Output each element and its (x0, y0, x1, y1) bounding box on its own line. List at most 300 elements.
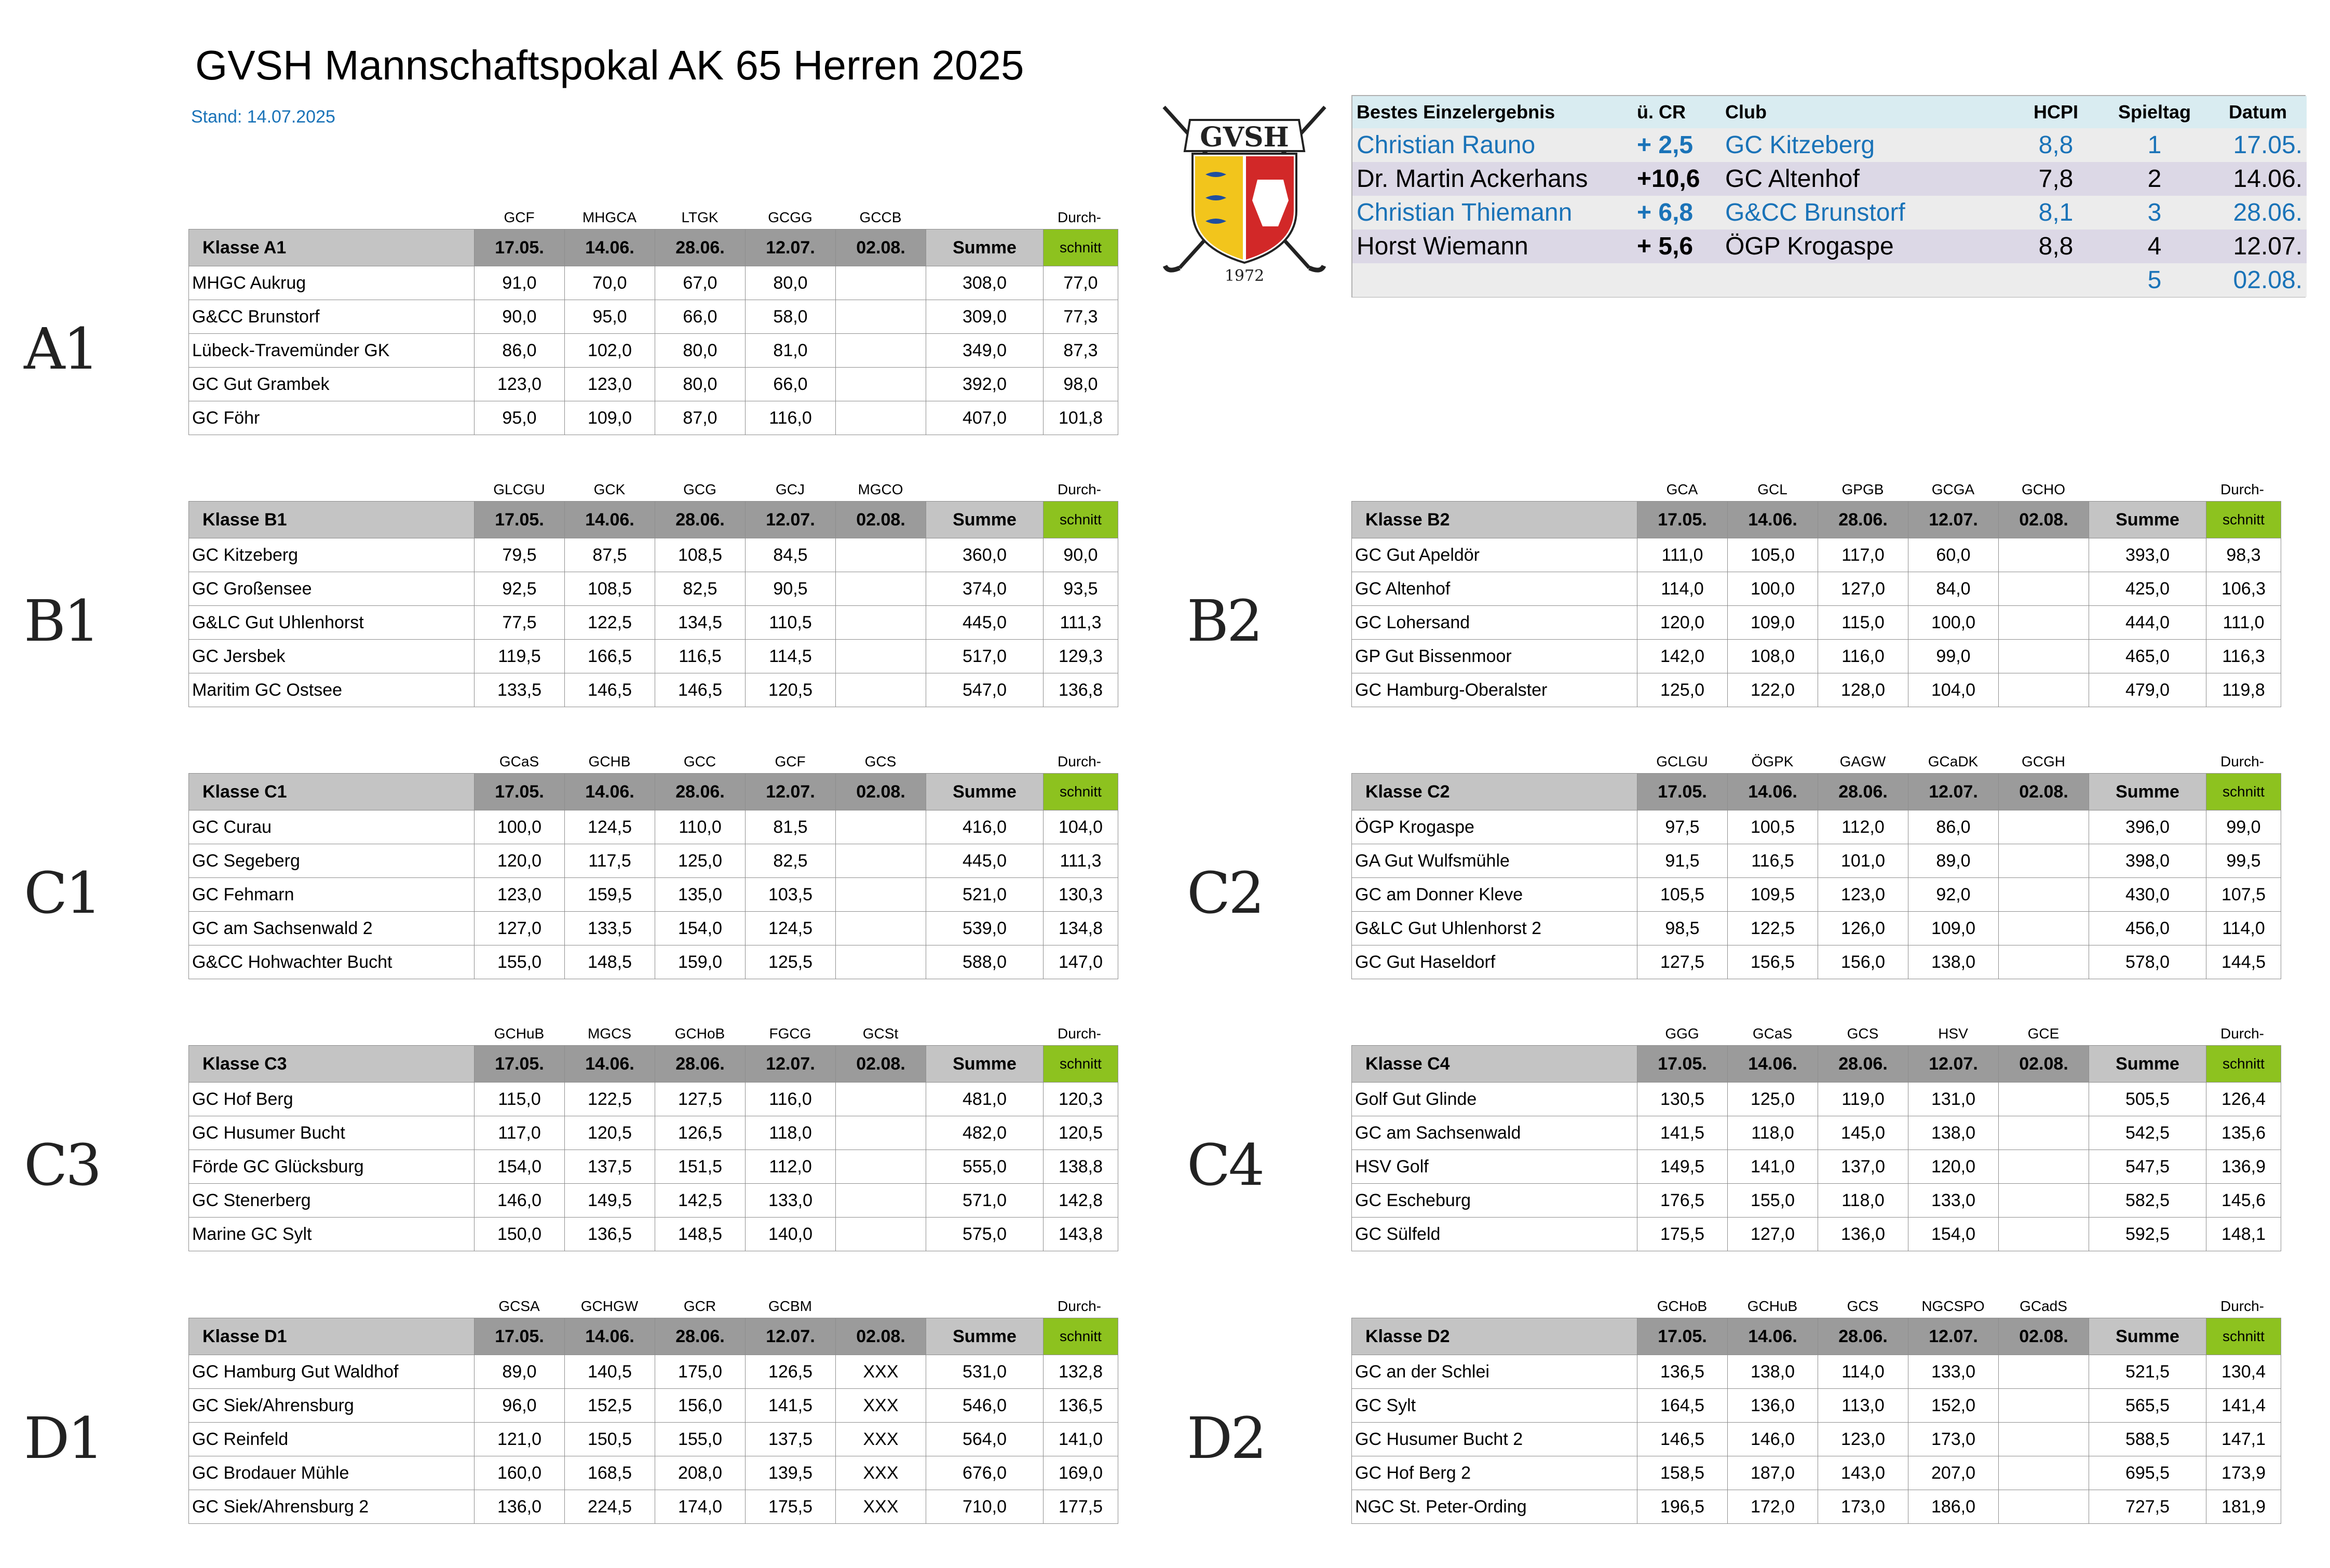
date-header: 17.05. (475, 502, 565, 538)
date-header: 28.06. (655, 502, 746, 538)
score-3: 108,5 (655, 538, 746, 572)
score-2: 123,0 (565, 368, 655, 401)
club-abbr: GCHuB (1747, 1298, 1798, 1314)
player-spieltag: 1 (2100, 128, 2209, 162)
player-datum: 28.06. (2209, 196, 2307, 229)
score-2: 224,5 (565, 1490, 655, 1524)
summe-value: 676,0 (926, 1456, 1044, 1490)
table-row (1352, 912, 2281, 945)
table-row (189, 878, 1118, 912)
score-4: 81,0 (746, 334, 836, 368)
best-header-datum: Datum (2209, 96, 2307, 128)
date-header: 17.05. (475, 1046, 565, 1083)
date-header: 14.06. (1728, 774, 1818, 810)
score-4: 186,0 (1908, 1490, 1999, 1524)
durchschnitt-value: 87,3 (1044, 334, 1118, 368)
section-letter-c4: C4 (1187, 1132, 1263, 1198)
score-5 (1999, 1184, 2089, 1218)
summe-value: 531,0 (926, 1355, 1044, 1389)
section-letter-b2: B2 (1187, 588, 1261, 654)
player-hcpi (2012, 263, 2100, 297)
summe-header: Summe (2089, 774, 2206, 810)
table-row (189, 368, 1118, 401)
player-club (1721, 263, 2012, 297)
summe-value: 309,0 (926, 300, 1044, 334)
date-header: 12.07. (1908, 774, 1999, 810)
table-row (189, 1355, 1118, 1389)
durchschnitt-label-top: Durch- (1057, 1298, 1101, 1314)
score-2: 141,0 (1728, 1150, 1818, 1184)
durchschnitt-value: 145,6 (2206, 1184, 2281, 1218)
durchschnitt-value: 99,0 (2206, 810, 2281, 844)
summe-header: Summe (926, 229, 1044, 266)
best-row (1352, 263, 2307, 297)
summe-value: 578,0 (2089, 945, 2206, 979)
club-name: GC Sülfeld (1352, 1218, 1637, 1251)
score-1: 158,5 (1637, 1456, 1728, 1490)
summe-value: 564,0 (926, 1423, 1044, 1456)
club-abbr: GCS (864, 753, 897, 769)
score-2: 150,5 (565, 1423, 655, 1456)
score-5 (836, 912, 926, 945)
summe-header: Summe (2089, 1318, 2206, 1355)
score-3: 101,0 (1818, 844, 1908, 878)
summe-value: 430,0 (2089, 878, 2206, 912)
durchschnitt-header: schnitt (1044, 774, 1118, 810)
durchschnitt-value: 106,3 (2206, 572, 2281, 606)
score-2: 100,0 (1728, 572, 1818, 606)
score-1: 142,0 (1637, 640, 1728, 673)
durchschnitt-value: 93,5 (1044, 572, 1118, 606)
score-2: 120,5 (565, 1116, 655, 1150)
score-4: 84,0 (1908, 572, 1999, 606)
table-row (1352, 1423, 2281, 1456)
club-abbr: GCR (683, 1298, 716, 1314)
score-4: 89,0 (1908, 844, 1999, 878)
klasse-c1-table (188, 742, 1118, 979)
player-hcpi: 7,8 (2012, 162, 2100, 196)
klasse-name: Klasse D2 (1352, 1318, 1637, 1355)
player-hcpi: 8,1 (2012, 196, 2100, 229)
durchschnitt-value: 107,5 (2206, 878, 2281, 912)
score-1: 117,0 (475, 1116, 565, 1150)
date-header: 02.08. (1999, 502, 2089, 538)
club-abbr: GCA (1666, 481, 1698, 497)
summe-value: 592,5 (2089, 1218, 2206, 1251)
club-name: GC Jersbek (189, 640, 475, 673)
date-header: 17.05. (1637, 774, 1728, 810)
score-4: 152,0 (1908, 1389, 1999, 1423)
score-4: 173,0 (1908, 1423, 1999, 1456)
score-5 (836, 640, 926, 673)
club-name: G&LC Gut Uhlenhorst (189, 606, 475, 640)
summe-header: Summe (926, 774, 1044, 810)
score-5 (836, 1083, 926, 1116)
score-3: 125,0 (655, 844, 746, 878)
score-2: 87,5 (565, 538, 655, 572)
score-3: 173,0 (1818, 1490, 1908, 1524)
score-2: 133,5 (565, 912, 655, 945)
score-5 (1999, 912, 2089, 945)
summe-value: 398,0 (2089, 844, 2206, 878)
score-5 (1999, 844, 2089, 878)
club-abbr: GCGH (2022, 753, 2065, 769)
score-5 (836, 844, 926, 878)
date-header: 02.08. (836, 774, 926, 810)
score-1: 123,0 (475, 878, 565, 912)
score-3: 174,0 (655, 1490, 746, 1524)
club-abbr: HSV (1938, 1025, 1968, 1042)
score-4: 112,0 (746, 1150, 836, 1184)
summe-value: 588,5 (2089, 1423, 2206, 1456)
klasse-name: Klasse C1 (189, 774, 475, 810)
date-header: 14.06. (1728, 502, 1818, 538)
summe-header: Summe (926, 1046, 1044, 1083)
score-1: 77,5 (475, 606, 565, 640)
club-name: Golf Gut Glinde (1352, 1083, 1637, 1116)
score-5 (836, 334, 926, 368)
score-1: 123,0 (475, 368, 565, 401)
summe-value: 308,0 (926, 266, 1044, 300)
durchschnitt-label-top: Durch- (2220, 481, 2264, 497)
table-row (189, 1389, 1118, 1423)
club-abbr: GCSt (862, 1025, 899, 1042)
score-1: 92,5 (475, 572, 565, 606)
summe-header: Summe (2089, 1046, 2206, 1083)
durchschnitt-value: 136,8 (1044, 673, 1118, 707)
club-name: GC Gut Apeldör (1352, 538, 1637, 572)
durchschnitt-value: 143,8 (1044, 1218, 1118, 1251)
summe-value: 445,0 (926, 844, 1044, 878)
score-4: 139,5 (746, 1456, 836, 1490)
score-4: 114,5 (746, 640, 836, 673)
score-1: 154,0 (475, 1150, 565, 1184)
club-abbr: FGCG (769, 1025, 811, 1042)
best-row (1352, 229, 2307, 263)
club-abbr: MHGCA (582, 209, 637, 225)
club-abbr: GCHO (2022, 481, 2065, 497)
club-name: GC Husumer Bucht 2 (1352, 1423, 1637, 1456)
club-abbreviations (1351, 742, 2281, 773)
date-header: 14.06. (565, 774, 655, 810)
score-5 (836, 673, 926, 707)
score-3: 116,5 (655, 640, 746, 673)
score-2: 187,0 (1728, 1456, 1818, 1490)
durchschnitt-value: 104,0 (1044, 810, 1118, 844)
club-abbr: GCE (2027, 1025, 2060, 1042)
score-1: 175,5 (1637, 1218, 1728, 1251)
date-header: 14.06. (1728, 1318, 1818, 1355)
score-2: 159,5 (565, 878, 655, 912)
score-1: 125,0 (1637, 673, 1728, 707)
table-row (1352, 945, 2281, 979)
summe-value: 517,0 (926, 640, 1044, 673)
player-spieltag: 4 (2100, 229, 2209, 263)
club-abbreviations (1351, 470, 2281, 501)
best-row (1352, 128, 2307, 162)
summe-header: Summe (926, 1318, 1044, 1355)
score-3: 87,0 (655, 401, 746, 435)
score-2: 100,5 (1728, 810, 1818, 844)
score-1: 115,0 (475, 1083, 565, 1116)
gvsh-logo (1154, 97, 1335, 283)
club-name: GC Föhr (189, 401, 475, 435)
summe-value: 360,0 (926, 538, 1044, 572)
score-3: 80,0 (655, 368, 746, 401)
score-1: 136,0 (475, 1490, 565, 1524)
date-header: 12.07. (746, 774, 836, 810)
club-name: GC Hof Berg (189, 1083, 475, 1116)
score-4: 80,0 (746, 266, 836, 300)
summe-value: 392,0 (926, 368, 1044, 401)
score-4: 58,0 (746, 300, 836, 334)
score-4: 141,5 (746, 1389, 836, 1423)
score-1: 155,0 (475, 945, 565, 979)
club-name: GA Gut Wulfsmühle (1352, 844, 1637, 878)
table-row (189, 1150, 1118, 1184)
durchschnitt-value: 114,0 (2206, 912, 2281, 945)
score-3: 118,0 (1818, 1184, 1908, 1218)
durchschnitt-value: 77,3 (1044, 300, 1118, 334)
durchschnitt-value: 111,3 (1044, 844, 1118, 878)
score-3: 115,0 (1818, 606, 1908, 640)
table-row (189, 912, 1118, 945)
klasse-d2-table (1351, 1287, 2281, 1524)
club-abbr: GCaS (1752, 1025, 1793, 1042)
club-name: GC Sylt (1352, 1389, 1637, 1423)
score-2: 109,0 (565, 401, 655, 435)
score-4: 116,0 (746, 1083, 836, 1116)
summe-value: 588,0 (926, 945, 1044, 979)
date-header: 28.06. (655, 229, 746, 266)
durchschnitt-value: 144,5 (2206, 945, 2281, 979)
table-row (1352, 572, 2281, 606)
score-4: 125,5 (746, 945, 836, 979)
score-1: 146,5 (1637, 1423, 1728, 1456)
durchschnitt-value: 147,0 (1044, 945, 1118, 979)
klasse-a1-table (188, 198, 1118, 435)
club-abbr: GPGB (1841, 481, 1884, 497)
date-header: 28.06. (1818, 1318, 1908, 1355)
score-2: 168,5 (565, 1456, 655, 1490)
score-3: 117,0 (1818, 538, 1908, 572)
summe-value: 479,0 (2089, 673, 2206, 707)
table-row (189, 640, 1118, 673)
club-name: Maritim GC Ostsee (189, 673, 475, 707)
club-name: Förde GC Glücksburg (189, 1150, 475, 1184)
summe-value: 349,0 (926, 334, 1044, 368)
durchschnitt-value: 98,3 (2206, 538, 2281, 572)
score-1: 86,0 (475, 334, 565, 368)
table-row (189, 538, 1118, 572)
player-spieltag: 3 (2100, 196, 2209, 229)
date-header: 17.05. (1637, 502, 1728, 538)
section-letter-c2: C2 (1187, 860, 1263, 926)
score-2: 109,0 (1728, 606, 1818, 640)
score-4: 118,0 (746, 1116, 836, 1150)
score-4: 86,0 (1908, 810, 1999, 844)
score-5 (836, 401, 926, 435)
player-club: ÖGP Krogaspe (1721, 229, 2012, 263)
durchschnitt-value: 99,5 (2206, 844, 2281, 878)
date-header: 28.06. (655, 1046, 746, 1083)
table-row (189, 401, 1118, 435)
durchschnitt-label-top: Durch- (1057, 1025, 1101, 1042)
player-club: GC Altenhof (1721, 162, 2012, 196)
player-club: G&CC Brunstorf (1721, 196, 2012, 229)
summe-value: 565,5 (2089, 1389, 2206, 1423)
logo-year: 1972 (1224, 267, 1265, 283)
score-1: 89,0 (475, 1355, 565, 1389)
score-5: XXX (836, 1389, 926, 1423)
score-1: 160,0 (475, 1456, 565, 1490)
club-name: GC Gut Haseldorf (1352, 945, 1637, 979)
score-3: 128,0 (1818, 673, 1908, 707)
score-5 (1999, 538, 2089, 572)
klasse-name: Klasse B1 (189, 502, 475, 538)
durchschnitt-value: 169,0 (1044, 1456, 1118, 1490)
club-name: Lübeck-Travemünder GK (189, 334, 475, 368)
player-datum: 14.06. (2209, 162, 2307, 196)
club-abbr: GCK (593, 481, 626, 497)
summe-value: 546,0 (926, 1389, 1044, 1423)
summe-value: 425,0 (2089, 572, 2206, 606)
club-name: MHGC Aukrug (189, 266, 475, 300)
summe-value: 374,0 (926, 572, 1044, 606)
durchschnitt-value: 101,8 (1044, 401, 1118, 435)
durchschnitt-value: 129,3 (1044, 640, 1118, 673)
score-1: 150,0 (475, 1218, 565, 1251)
club-name: GP Gut Bissenmoor (1352, 640, 1637, 673)
table-row (1352, 1116, 2281, 1150)
summe-value: 539,0 (926, 912, 1044, 945)
table-row (189, 1116, 1118, 1150)
durchschnitt-header: schnitt (2206, 1046, 2281, 1083)
table-row (189, 606, 1118, 640)
club-abbr: GCLGU (1656, 753, 1708, 769)
club-abbreviations (1351, 1014, 2281, 1045)
score-2: 122,5 (565, 606, 655, 640)
club-name: GC am Sachsenwald (1352, 1116, 1637, 1150)
durchschnitt-value: 135,6 (2206, 1116, 2281, 1150)
score-3: 67,0 (655, 266, 746, 300)
club-name: ÖGP Krogaspe (1352, 810, 1637, 844)
best-score-panel (1351, 95, 2306, 298)
player-spieltag: 5 (2100, 263, 2209, 297)
score-2: 124,5 (565, 810, 655, 844)
player-name: Christian Thiemann (1352, 196, 1633, 229)
date-header: 02.08. (1999, 774, 2089, 810)
durchschnitt-header: schnitt (2206, 774, 2281, 810)
klasse-name: Klasse B2 (1352, 502, 1637, 538)
score-1: 98,5 (1637, 912, 1728, 945)
page-title: GVSH Mannschaftspokal AK 65 Herren 2025 (195, 42, 1024, 88)
table-row (189, 810, 1118, 844)
date-header: 28.06. (1818, 774, 1908, 810)
table-row (1352, 673, 2281, 707)
score-4: 90,5 (746, 572, 836, 606)
table-row (1352, 606, 2281, 640)
score-2: 172,0 (1728, 1490, 1818, 1524)
score-3: 136,0 (1818, 1218, 1908, 1251)
score-1: 127,0 (475, 912, 565, 945)
score-2: 148,5 (565, 945, 655, 979)
club-name: GC Stenerberg (189, 1184, 475, 1218)
date-header: 12.07. (746, 502, 836, 538)
durchschnitt-value: 177,5 (1044, 1490, 1118, 1524)
klasse-name: Klasse A1 (189, 229, 475, 266)
score-2: 137,5 (565, 1150, 655, 1184)
player-cr: + 2,5 (1633, 128, 1721, 162)
klasse-name: Klasse C2 (1352, 774, 1637, 810)
summe-value: 710,0 (926, 1490, 1044, 1524)
club-abbr: GLCGU (493, 481, 545, 497)
best-header-hcpi: HCPI (2012, 96, 2100, 128)
date-header: 17.05. (475, 229, 565, 266)
durchschnitt-value: 126,4 (2206, 1083, 2281, 1116)
table-row (189, 1083, 1118, 1116)
score-4: 126,5 (746, 1355, 836, 1389)
date-header: 17.05. (1637, 1046, 1728, 1083)
table-row (189, 334, 1118, 368)
score-3: 159,0 (655, 945, 746, 979)
score-3: 156,0 (1818, 945, 1908, 979)
durchschnitt-label-top: Durch- (1057, 753, 1101, 769)
club-abbr: GCSA (498, 1298, 540, 1314)
club-name: GC Lohersand (1352, 606, 1637, 640)
summe-value: 505,5 (2089, 1083, 2206, 1116)
score-4: 207,0 (1908, 1456, 1999, 1490)
best-header-name: Bestes Einzelergebnis (1352, 96, 1633, 128)
table-row (189, 1490, 1118, 1524)
durchschnitt-value: 119,8 (2206, 673, 2281, 707)
summe-value: 521,5 (2089, 1355, 2206, 1389)
date-header: 14.06. (565, 229, 655, 266)
table-row (1352, 640, 2281, 673)
summe-value: 547,5 (2089, 1150, 2206, 1184)
score-5 (836, 606, 926, 640)
club-abbr: GCHGW (580, 1298, 639, 1314)
table-row (189, 266, 1118, 300)
score-4: 138,0 (1908, 945, 1999, 979)
summe-value: 727,5 (2089, 1490, 2206, 1524)
score-2: 146,0 (1728, 1423, 1818, 1456)
date-header: 17.05. (475, 774, 565, 810)
score-3: 135,0 (655, 878, 746, 912)
summe-value: 416,0 (926, 810, 1044, 844)
durchschnitt-header: schnitt (1044, 1318, 1118, 1355)
score-5 (1999, 1355, 2089, 1389)
durchschnitt-value: 136,5 (1044, 1389, 1118, 1423)
score-2: 136,5 (565, 1218, 655, 1251)
table-row (189, 1456, 1118, 1490)
score-5 (836, 810, 926, 844)
score-2: 105,0 (1728, 538, 1818, 572)
club-abbreviations (188, 470, 1118, 501)
summe-header: Summe (926, 502, 1044, 538)
score-5 (1999, 1389, 2089, 1423)
score-4: 66,0 (746, 368, 836, 401)
score-1: 120,0 (1637, 606, 1728, 640)
club-abbr: NGCSPO (1921, 1298, 1985, 1314)
summe-value: 445,0 (926, 606, 1044, 640)
score-3: 123,0 (1818, 878, 1908, 912)
score-4: 81,5 (746, 810, 836, 844)
score-4: 154,0 (1908, 1218, 1999, 1251)
score-5 (836, 945, 926, 979)
club-name: HSV Golf (1352, 1150, 1637, 1184)
date-header: 12.07. (1908, 502, 1999, 538)
